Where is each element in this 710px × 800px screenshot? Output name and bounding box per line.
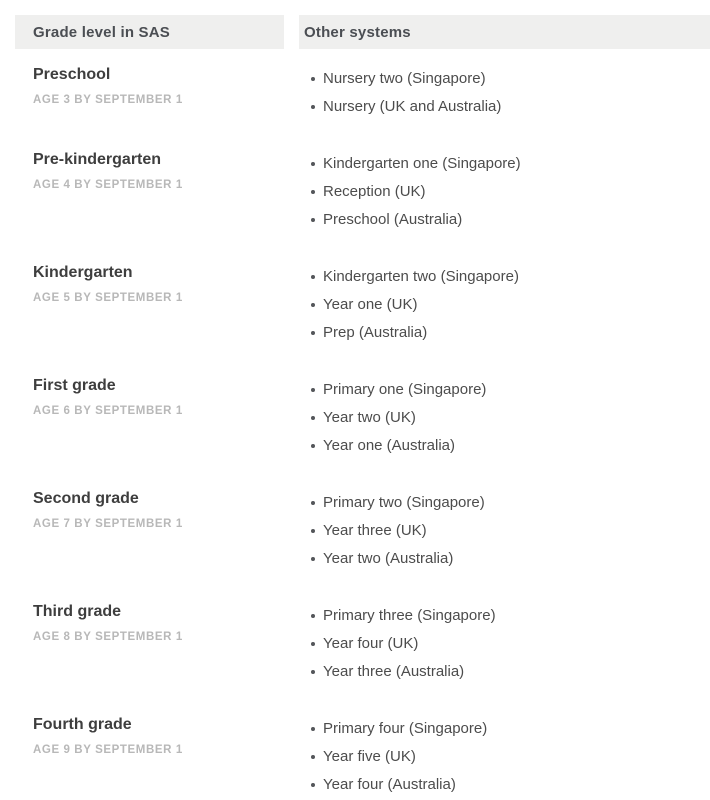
list-item: Year one (UK): [304, 291, 710, 319]
grade-title: Fourth grade: [33, 716, 132, 733]
other-systems-cell: [299, 360, 710, 473]
grade-comparison-table: [15, 15, 710, 800]
grade-title: Second grade: [33, 490, 139, 507]
other-systems-cell: [299, 134, 710, 247]
list-item: Primary one (Singapore): [304, 376, 710, 404]
grade-age-caption: AGE 4 BY SEPTEMBER 1: [33, 179, 183, 191]
list-item: Kindergarten one (Singapore): [304, 150, 710, 178]
other-systems-list: [304, 376, 710, 460]
list-item: Reception (UK): [304, 178, 710, 206]
list-item: Year one (Australia): [304, 432, 710, 460]
grade-cell: [15, 360, 284, 473]
column-header-sas: Grade level in SAS: [15, 15, 284, 49]
grade-age-caption: AGE 5 BY SEPTEMBER 1: [33, 292, 183, 304]
grade-age-caption: AGE 7 BY SEPTEMBER 1: [33, 518, 183, 530]
other-systems-list: [304, 263, 710, 347]
grade-title: Preschool: [33, 66, 111, 83]
grade-cell: [15, 699, 284, 800]
list-item: Prep (Australia): [304, 319, 710, 347]
list-item: Primary two (Singapore): [304, 489, 710, 517]
grade-age-caption: AGE 3 BY SEPTEMBER 1: [33, 94, 183, 106]
grade-age-caption: AGE 6 BY SEPTEMBER 1: [33, 405, 183, 417]
grade-title: Third grade: [33, 603, 122, 620]
other-systems-cell: [299, 699, 710, 800]
grade-title: First grade: [33, 377, 116, 394]
grade-cell: [15, 49, 284, 134]
list-item: Year four (UK): [304, 630, 710, 658]
list-item: Year four (Australia): [304, 771, 710, 799]
list-item: Year three (UK): [304, 517, 710, 545]
grade-cell: [15, 473, 284, 586]
grade-cell: [15, 586, 284, 699]
grade-cell: [15, 134, 284, 247]
list-item: Kindergarten two (Singapore): [304, 263, 710, 291]
grade-title: Pre-kindergarten: [33, 151, 162, 168]
grade-title: Kindergarten: [33, 264, 133, 281]
list-item: Year five (UK): [304, 743, 710, 771]
list-item: Nursery (UK and Australia): [304, 93, 710, 121]
other-systems-list: [304, 150, 710, 234]
list-item: Primary four (Singapore): [304, 715, 710, 743]
other-systems-list: [304, 602, 710, 686]
list-item: Preschool (Australia): [304, 206, 710, 234]
grade-age-caption: AGE 8 BY SEPTEMBER 1: [33, 631, 183, 643]
list-item: Nursery two (Singapore): [304, 65, 710, 93]
grade-cell: [15, 247, 284, 360]
other-systems-cell: [299, 473, 710, 586]
list-item: Year two (Australia): [304, 545, 710, 573]
other-systems-list: [304, 489, 710, 573]
other-systems-list: [304, 65, 710, 121]
other-systems-cell: [299, 586, 710, 699]
list-item: Primary three (Singapore): [304, 602, 710, 630]
list-item: Year three (Australia): [304, 658, 710, 686]
other-systems-cell: [299, 49, 710, 134]
other-systems-list: [304, 715, 710, 799]
column-header-other-systems: Other systems: [299, 15, 710, 49]
other-systems-cell: [299, 247, 710, 360]
grade-age-caption: AGE 9 BY SEPTEMBER 1: [33, 744, 183, 756]
list-item: Year two (UK): [304, 404, 710, 432]
